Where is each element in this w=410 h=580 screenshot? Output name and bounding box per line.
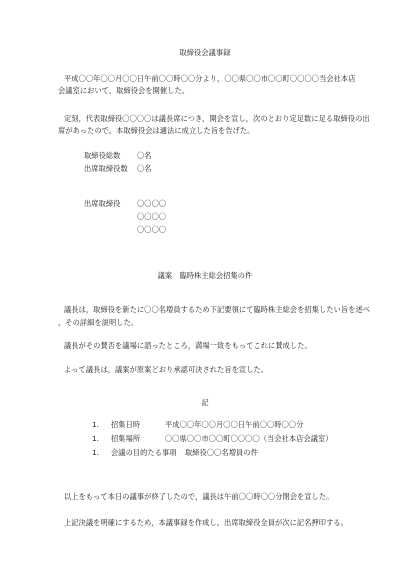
signature-paragraph: 上記決議を明確にするため，本議事録を作成し，出席取締役全員が次に記名押印する。 (64, 518, 348, 527)
attending-director-name: 〇〇〇〇 (137, 199, 167, 208)
attending-director-name: 〇〇〇〇 (137, 212, 167, 221)
item-label: 招集場所 (111, 434, 141, 443)
ki-heading: 記 (201, 398, 209, 407)
attending-directors-label: 出席取締役 (84, 199, 121, 208)
item-label: 招集日時 (111, 420, 141, 429)
item-number: 1. (92, 420, 100, 429)
attending-count-value: 〇名 (137, 164, 152, 173)
item-value: 〇〇県〇〇市〇〇町〇〇〇〇（当会社本店会議室） (165, 434, 333, 443)
attending-count-label: 出席取締役数 (84, 164, 128, 173)
item-number: 1. (92, 448, 100, 457)
attending-director-name: 〇〇〇〇 (137, 225, 167, 234)
closing-paragraph: 以上をもって本日の議事が終了したので，議長は午前〇〇時〇〇分閉会を宣した。 (64, 492, 334, 501)
item-value: 平成〇〇年〇〇月〇〇日午前〇〇時〇〇分 (165, 420, 304, 429)
quorum-paragraph-line-1: 定刻，代表取締役〇〇〇〇は議長席につき，開会を宣し，次のとおり定足数に足る取締役の出 (64, 114, 370, 123)
agenda-title: 議案 臨時株主総会招集の件 (157, 271, 253, 280)
proposal-paragraph-line-2: ，その詳細を説明した。 (58, 318, 139, 327)
document-title: 取締役会議事録 (179, 48, 231, 57)
director-total-value: 〇名 (137, 151, 152, 160)
approval-paragraph: 議長がその賛否を議場に諮ったところ，満場一致をもってこれに賛成した。 (64, 341, 312, 350)
item-label: 会議の目的たる事項 (111, 448, 177, 457)
item-number: 1. (92, 434, 100, 443)
quorum-paragraph-line-2: 席があったので，本取締役会は適法に成立した旨を告げた。 (58, 126, 255, 135)
opening-paragraph-line-1: 平成〇〇年〇〇月〇〇日午前〇〇時〇〇分より，〇〇県〇〇市〇〇町〇〇〇〇当会社本店 (64, 74, 356, 83)
proposal-paragraph-line-1: 議長は，取締役を新たに〇〇名増員するため下記要領にて臨時株主総会を招集したい旨を述べ (64, 305, 371, 314)
item-value: 取締役〇〇名増員の件 (185, 448, 258, 457)
resolution-paragraph: よって議長は，議案が原案どおり承認可決された旨を宣した。 (64, 365, 269, 374)
director-total-label: 取締役総数 (84, 151, 121, 160)
opening-paragraph-line-2: 会議室において，取締役会を開催した。 (58, 86, 190, 95)
